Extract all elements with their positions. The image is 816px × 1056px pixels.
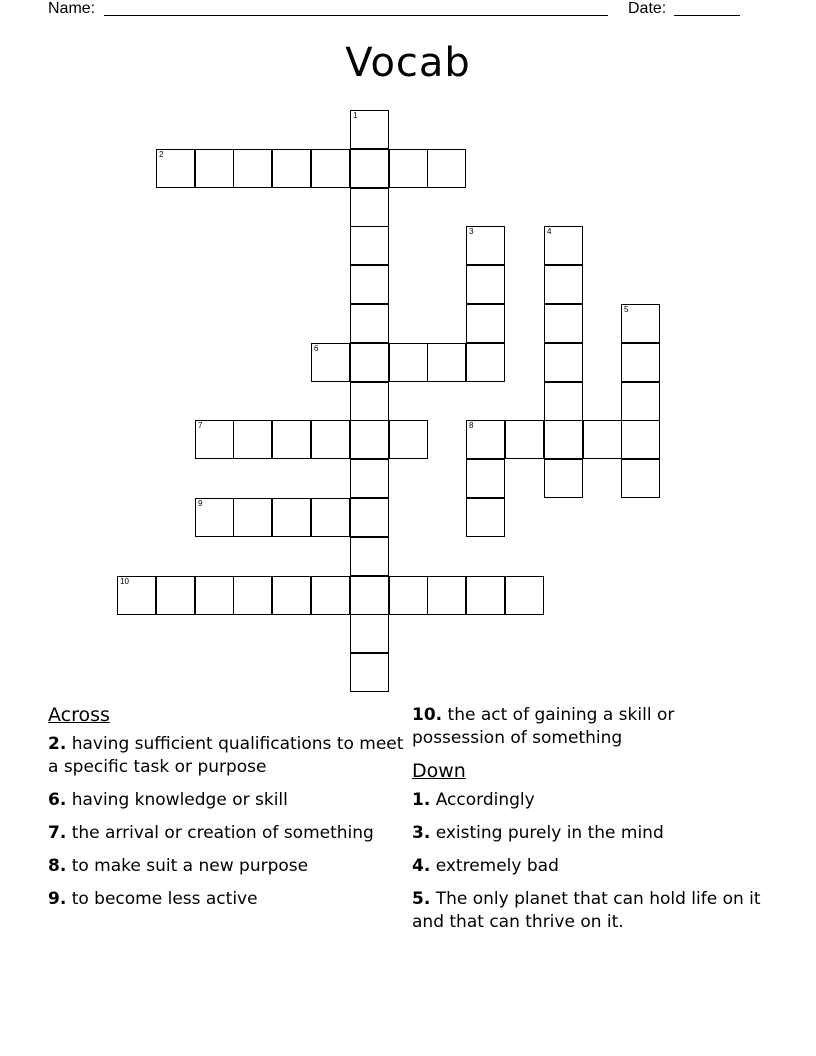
down-clue-5: 5. The only planet that can hold life on it and that can thrive on it. xyxy=(412,889,761,932)
grid-cell[interactable] xyxy=(544,420,583,459)
across-heading: Across xyxy=(48,704,110,726)
down-clues xyxy=(412,704,772,944)
grid-cell[interactable] xyxy=(505,420,544,459)
grid-cell[interactable] xyxy=(466,304,505,343)
down-clue-1: 1. Accordingly xyxy=(412,790,535,810)
grid-cell[interactable] xyxy=(350,110,389,149)
grid-cell[interactable] xyxy=(350,498,389,537)
grid-cell[interactable] xyxy=(466,576,505,615)
grid-cell[interactable] xyxy=(350,576,389,615)
grid-cell[interactable] xyxy=(117,576,156,615)
down-clue-3: 3. existing purely in the mind xyxy=(412,823,664,843)
grid-cell[interactable] xyxy=(621,420,660,459)
grid-cell[interactable] xyxy=(350,537,389,576)
grid-cell[interactable] xyxy=(505,576,544,615)
across-clue-10: 10. the act of gaining a skill or possession of something xyxy=(412,705,675,748)
grid-cell[interactable] xyxy=(311,149,350,188)
grid-cell[interactable] xyxy=(621,459,660,498)
grid-cell[interactable] xyxy=(544,226,583,265)
grid-cell[interactable] xyxy=(466,226,505,265)
grid-cell[interactable] xyxy=(233,149,272,188)
date-label: Date: xyxy=(628,0,667,17)
grid-cell[interactable] xyxy=(272,498,311,537)
grid-cell[interactable] xyxy=(544,265,583,304)
grid-cell[interactable] xyxy=(544,343,583,382)
grid-cell[interactable] xyxy=(350,420,389,459)
grid-cell[interactable] xyxy=(389,576,428,615)
grid-cell[interactable] xyxy=(272,576,311,615)
grid-cell[interactable] xyxy=(466,420,505,459)
grid-cell[interactable] xyxy=(466,265,505,304)
across-clue-2: 2. having sufficient qualifications to meet a specific task or purpose xyxy=(48,734,404,777)
cell-number: 3 xyxy=(469,227,474,236)
grid-cell[interactable] xyxy=(350,226,389,265)
grid-cell[interactable] xyxy=(350,188,389,227)
grid-cell[interactable] xyxy=(272,420,311,459)
grid-cell[interactable] xyxy=(621,382,660,421)
grid-cell[interactable] xyxy=(156,149,195,188)
grid-cell[interactable] xyxy=(427,576,466,615)
cell-number: 8 xyxy=(469,421,474,430)
cell-number: 9 xyxy=(198,499,203,508)
grid-cell[interactable] xyxy=(544,304,583,343)
grid-cell[interactable] xyxy=(350,343,389,382)
page-title: Vocab xyxy=(345,40,471,86)
name-label: Name: xyxy=(48,0,96,17)
grid-cell[interactable] xyxy=(350,265,389,304)
grid-cell[interactable] xyxy=(233,576,272,615)
grid-cell[interactable] xyxy=(350,614,389,653)
across-clue-6: 6. having knowledge or skill xyxy=(48,790,288,810)
grid-cell[interactable] xyxy=(311,343,350,382)
grid-cell[interactable] xyxy=(311,420,350,459)
grid-cell[interactable] xyxy=(195,149,234,188)
across-clue-8: 8. to make suit a new purpose xyxy=(48,856,309,876)
grid-cell[interactable] xyxy=(389,149,428,188)
grid-cell[interactable] xyxy=(466,459,505,498)
grid-cell[interactable] xyxy=(389,343,428,382)
grid-cell[interactable] xyxy=(466,498,505,537)
grid-cell[interactable] xyxy=(195,498,234,537)
grid-cell[interactable] xyxy=(233,498,272,537)
grid-cell[interactable] xyxy=(195,420,234,459)
across-clue-9: 9. to become less active xyxy=(48,889,258,909)
grid-cell[interactable] xyxy=(272,149,311,188)
grid-cell[interactable] xyxy=(233,420,272,459)
grid-cell[interactable] xyxy=(544,382,583,421)
cell-number: 7 xyxy=(198,421,203,430)
across-clue-7: 7. the arrival or creation of something xyxy=(48,823,374,843)
grid-cell[interactable] xyxy=(350,653,389,692)
grid-cell[interactable] xyxy=(350,149,389,188)
grid-cell[interactable] xyxy=(350,382,389,421)
grid-cell[interactable] xyxy=(311,498,350,537)
grid-cell[interactable] xyxy=(389,420,428,459)
across-clues xyxy=(48,704,408,921)
grid-cell[interactable] xyxy=(156,576,195,615)
grid-cell[interactable] xyxy=(621,304,660,343)
grid-cell[interactable] xyxy=(466,343,505,382)
grid-cell[interactable] xyxy=(544,459,583,498)
grid-cell[interactable] xyxy=(427,343,466,382)
grid-cell[interactable] xyxy=(621,343,660,382)
grid-cell[interactable] xyxy=(350,459,389,498)
cell-number: 2 xyxy=(159,150,164,159)
grid-cell[interactable] xyxy=(427,149,466,188)
cell-number: 10 xyxy=(120,577,129,586)
grid-cell[interactable] xyxy=(350,304,389,343)
cell-number: 5 xyxy=(624,305,629,314)
cell-number: 1 xyxy=(353,111,358,120)
down-heading: Down xyxy=(412,760,466,782)
down-clue-4: 4. extremely bad xyxy=(412,856,559,876)
grid-cell[interactable] xyxy=(311,576,350,615)
grid-cell[interactable] xyxy=(583,420,622,459)
cell-number: 6 xyxy=(314,344,319,353)
cell-number: 4 xyxy=(547,227,552,236)
grid-cell[interactable] xyxy=(195,576,234,615)
